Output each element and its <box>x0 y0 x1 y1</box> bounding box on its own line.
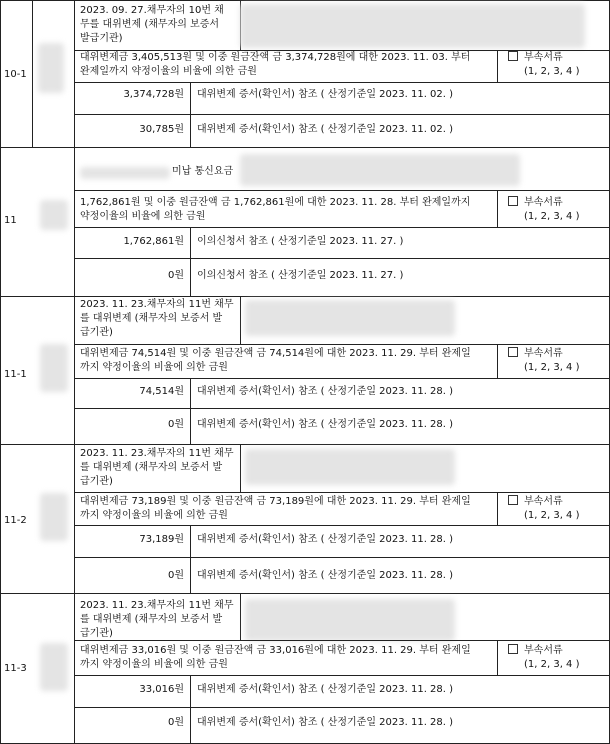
redacted-detail <box>245 449 455 485</box>
calc-bottom-line <box>74 675 610 676</box>
redacted-name <box>40 643 68 691</box>
row-description: 2023. 11. 23.채무자의 11번 채무 <box>80 600 234 611</box>
principal-amount: 3,374,728원 <box>123 89 184 100</box>
interest-calculation: 대위변제금 73,189원 및 이중 원금잔액 금 73,189원에 대한 2023. 11. 29. 부터 완제일 <box>80 496 471 507</box>
id-column-divider <box>74 147 75 296</box>
interest-calculation: 약정이율의 비율에 의한 금원 <box>80 211 206 222</box>
interest-note: 이의신청서 참조 ( 산정기준일 2023. 11. 27. ) <box>197 270 404 281</box>
principal-note: 대위변제 증서(확인서) 참조 ( 산정기준일 2023. 11. 28. ) <box>197 684 454 695</box>
redacted-detail <box>240 154 520 186</box>
attach-divider <box>497 50 498 82</box>
interest-amount: 0원 <box>167 270 184 281</box>
interest-note: 대위변제 증서(확인서) 참조 ( 산정기준일 2023. 11. 28. ) <box>197 570 454 581</box>
principal-amount: 33,016원 <box>139 684 184 695</box>
desc-bottom-line <box>74 640 610 641</box>
id-inner-divider <box>32 0 33 147</box>
desc-divider <box>240 444 241 492</box>
checkbox-box[interactable] <box>508 644 518 654</box>
interest-note: 대위변제 증서(확인서) 참조 ( 산정기준일 2023. 11. 02. ) <box>197 124 454 135</box>
interest-calculation: 까지 약정이율의 비율에 의한 금원 <box>80 362 228 373</box>
row-id: 11-2 <box>4 515 27 526</box>
attachment-list: (1, 2, 3, 4 ) <box>524 66 580 77</box>
attach-divider <box>497 492 498 525</box>
calc-bottom-line <box>74 82 610 83</box>
row-description: 미납 통신요금 <box>172 166 234 177</box>
row-description: 2023. 11. 23.채무자의 11번 채무 <box>80 299 234 310</box>
id-column-divider <box>74 593 75 744</box>
amount-divider <box>190 675 191 744</box>
row-divider <box>0 444 610 445</box>
row-description: 를 대위변제 (채무자의 보증서 발 <box>80 614 223 625</box>
row-description: 급기관) <box>80 327 113 338</box>
interest-note: 대위변제 증서(확인서) 참조 ( 산정기준일 2023. 11. 28. ) <box>197 419 454 430</box>
row-description: 를 대위변제 (채무자의 보증서 발 <box>80 313 223 324</box>
interest-calculation: 완제일까지 약정이율의 비율에 의한 금원 <box>80 66 257 77</box>
interest-calculation: 까지 약정이율의 비율에 의한 금원 <box>80 659 228 670</box>
desc-bottom-line <box>74 492 610 493</box>
row-id: 10-1 <box>4 69 27 80</box>
attach-divider <box>497 640 498 675</box>
principal-amount: 74,514원 <box>139 386 184 397</box>
amount-mid-line <box>74 707 610 708</box>
attachment-list: (1, 2, 3, 4 ) <box>524 362 580 373</box>
attachment-checkbox[interactable] <box>508 347 563 361</box>
row-description: 무를 대위변제 (채무자의 보증서 <box>80 19 220 30</box>
interest-calculation: 대위변제금 3,405,513원 및 이중 원금잔액 금 3,374,728원에 대한 2023. 11. 03. 부터 <box>80 52 471 63</box>
principal-note: 대위변제 증서(확인서) 참조 ( 산정기준일 2023. 11. 28. ) <box>197 534 454 545</box>
id-column-divider <box>74 0 75 147</box>
redacted-name <box>40 200 68 230</box>
interest-amount: 0원 <box>167 419 184 430</box>
checkbox-box[interactable] <box>508 495 518 505</box>
redacted-detail <box>245 300 455 336</box>
principal-note: 대위변제 증서(확인서) 참조 ( 산정기준일 2023. 11. 02. ) <box>197 89 454 100</box>
calc-bottom-line <box>74 227 610 228</box>
row-id: 11 <box>4 215 17 226</box>
amount-divider <box>190 378 191 444</box>
interest-calculation: 대위변제금 74,514원 및 이중 원금잔액 금 74,514원에 대한 2023. 11. 29. 부터 완제일 <box>80 348 471 359</box>
row-divider <box>0 593 610 594</box>
checkbox-box[interactable] <box>508 51 518 61</box>
interest-amount: 0원 <box>167 570 184 581</box>
desc-bottom-line <box>74 344 610 345</box>
redacted-name <box>38 43 64 93</box>
redacted-party <box>80 167 170 179</box>
calc-bottom-line <box>74 525 610 526</box>
row-description: 급기관) <box>80 476 113 487</box>
checkbox-box[interactable] <box>508 347 518 357</box>
attachment-list: (1, 2, 3, 4 ) <box>524 659 580 670</box>
principal-note: 이의신청서 참조 ( 산정기준일 2023. 11. 27. ) <box>197 236 404 247</box>
row-id: 11-3 <box>4 663 27 674</box>
id-column-divider <box>74 444 75 593</box>
attachment-checkbox[interactable] <box>508 644 563 658</box>
row-description: 2023. 11. 23.채무자의 11번 채무 <box>80 448 234 459</box>
redacted-name <box>40 493 68 541</box>
attachment-list: (1, 2, 3, 4 ) <box>524 211 580 222</box>
attach-divider <box>497 190 498 227</box>
id-column-divider <box>74 296 75 444</box>
interest-calculation: 1,762,861원 및 이중 원금잔액 금 1,762,861원에 대한 2023. 11. 28. 부터 완제일까지 <box>80 197 471 208</box>
interest-calculation: 대위변제금 33,016원 및 이중 원금잔액 금 33,016원에 대한 2023. 11. 29. 부터 완제일 <box>80 645 471 656</box>
principal-amount: 1,762,861원 <box>123 236 184 247</box>
attachment-label: 부속서류 <box>524 52 563 63</box>
amount-divider <box>190 525 191 593</box>
attachment-label: 부속서류 <box>524 348 563 359</box>
attachment-label: 부속서류 <box>524 197 563 208</box>
interest-amount: 0원 <box>167 717 184 728</box>
attachment-checkbox[interactable] <box>508 495 563 509</box>
redacted-name <box>40 344 68 392</box>
checkbox-box[interactable] <box>508 196 518 206</box>
row-divider <box>0 147 610 148</box>
desc-divider <box>240 296 241 344</box>
amount-mid-line <box>74 557 610 558</box>
redacted-detail <box>245 599 455 641</box>
row-description: 2023. 09. 27.채무자의 10번 채 <box>80 5 224 16</box>
attachment-label: 부속서류 <box>524 645 563 656</box>
interest-calculation: 까지 약정이율의 비율에 의한 금원 <box>80 510 228 521</box>
calc-bottom-line <box>74 378 610 379</box>
attachment-list: (1, 2, 3, 4 ) <box>524 510 580 521</box>
interest-note: 대위변제 증서(확인서) 참조 ( 산정기준일 2023. 11. 28. ) <box>197 717 454 728</box>
interest-amount: 30,785원 <box>139 124 184 135</box>
row-description: 급기관) <box>80 628 113 639</box>
amount-mid-line <box>74 114 610 115</box>
attachment-checkbox[interactable] <box>508 51 563 65</box>
desc-divider <box>240 593 241 640</box>
amount-mid-line <box>74 258 610 259</box>
desc-bottom-line <box>74 190 610 191</box>
amount-divider <box>190 227 191 296</box>
attachment-checkbox[interactable] <box>508 196 563 210</box>
principal-note: 대위변제 증서(확인서) 참조 ( 산정기준일 2023. 11. 28. ) <box>197 386 454 397</box>
principal-amount: 73,189원 <box>139 534 184 545</box>
row-divider <box>0 296 610 297</box>
amount-mid-line <box>74 408 610 409</box>
row-description: 를 대위변제 (채무자의 보증서 발 <box>80 462 223 473</box>
attachment-label: 부속서류 <box>524 496 563 507</box>
row-description: 발급기관) <box>80 33 123 44</box>
row-id: 11-1 <box>4 369 27 380</box>
attach-divider <box>497 344 498 378</box>
redacted-detail <box>240 4 585 48</box>
